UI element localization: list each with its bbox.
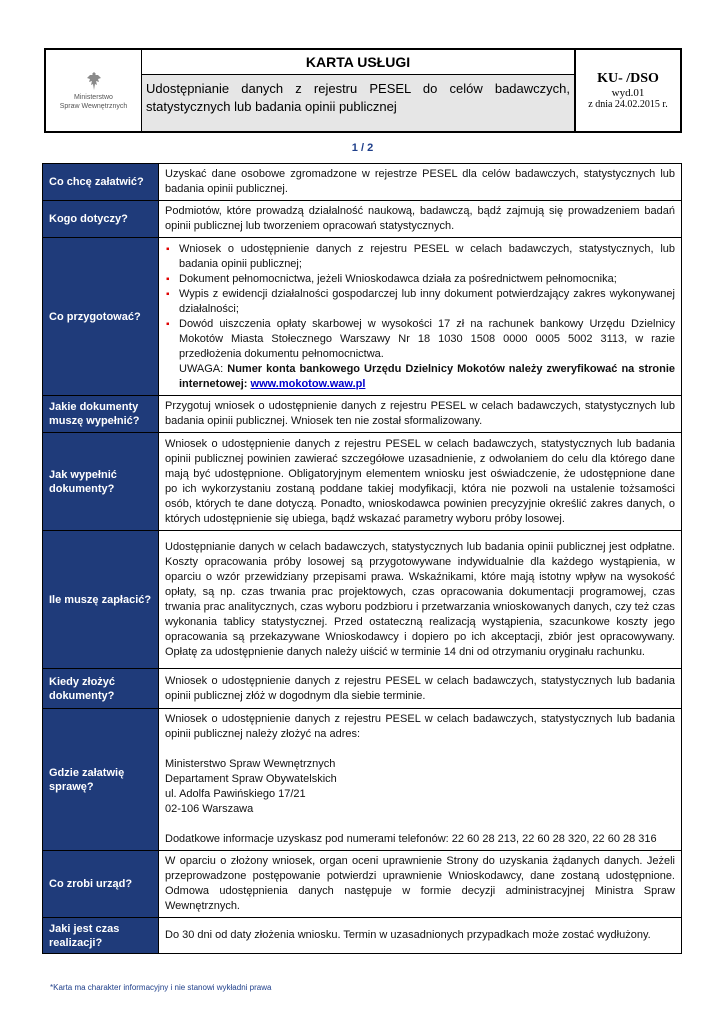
page-number: 1 / 2 xyxy=(351,142,374,154)
table-row xyxy=(43,669,682,709)
table-row xyxy=(43,709,682,851)
edition: wyd.01 xyxy=(611,87,645,99)
table-row xyxy=(43,396,682,433)
list-item: ▪ Dowód uiszczenia opłaty skarbowej w wysokości 17 zł na rachunek bankowy Urzędu Dzielnicy Mokotów Miasta Stołecznego Warszawy Nr 18 1030 1508 0000 0005 5002 3113, w razie przedłożenia dokumentu pełnomocnictwa. xyxy=(165,317,675,362)
list-item: ▪ Wniosek o udostępnienie danych z rejestru PESEL w celach badawczych, statystycznych, lub badania opinii publicznej; xyxy=(165,242,675,272)
table-row xyxy=(43,164,682,201)
eagle-emblem-icon xyxy=(86,71,102,91)
ministry-name-line1: Ministerstwo xyxy=(74,93,113,101)
service-info-table xyxy=(42,163,682,954)
header-box xyxy=(44,48,682,133)
table-row xyxy=(43,531,682,669)
row-label: Ile muszę zapłacić? xyxy=(43,531,159,669)
footnote: *Karta ma charakter informacyjny i nie stanowi wykładni prawa xyxy=(50,983,272,992)
row-label: Jakie dokumenty muszę wypełnić? xyxy=(43,396,159,433)
ministry-name-line2: Spraw Wewnętrznych xyxy=(59,102,128,110)
row-value: Przygotuj wniosek o udostępnienie danych z rejestru PESEL w celach badawczych, statystycznych lub badania opinii publicznej. Wniosek ten nie został sformalizowany. xyxy=(159,396,682,433)
row-label: Kogo dotyczy? xyxy=(43,201,159,238)
note-prefix: UWAGA: xyxy=(179,362,228,375)
issue-date: z dnia 24.02.2015 r. xyxy=(588,99,668,110)
card-code: KU- /DSO xyxy=(597,71,659,86)
row-value: Uzyskać dane osobowe zgromadzone w rejestrze PESEL dla celów badawczych, statystycznych lub badania opinii publicznej. xyxy=(159,164,682,201)
row-value: Wniosek o udostępnienie danych z rejestru PESEL w celach badawczych, statystycznych lub badania opinii publicznej złóż w dogodnym dla siebie terminie. xyxy=(159,669,682,709)
row-label: Jak wypełnić dokumenty? xyxy=(43,433,159,531)
note-text: Numer konta bankowego Urzędu Dzielnicy Mokotów należy zweryfikować na stronie internetowej: xyxy=(179,362,675,390)
row-value: Do 30 dni od daty złożenia wniosku. Termin w uzasadnionych przypadkach może zostać wydłużony. xyxy=(159,918,682,954)
row-value: W oparciu o złożony wniosek, organ oceni uprawnienie Strony do uzyskania żądanych danych. Jeżeli przeprowadzone postępowanie potwierdzi uprawnienie Wnioskodawcy, dane zostaną udostępnione. Odmowa udostępnienia danych następuje w formie decyzji administracyjnej Ministra Spraw Wewnętrznych. xyxy=(159,851,682,918)
header-meta xyxy=(576,50,680,131)
header-middle xyxy=(142,50,576,131)
address-line: Ministerstwo Spraw Wewnętrznych xyxy=(165,758,336,770)
row-label: Jaki jest czas realizacji? xyxy=(43,918,159,954)
table-row xyxy=(43,851,682,918)
address-line: ul. Adolfa Pawińskiego 17/21 xyxy=(165,788,306,800)
contact-phones: Dodatkowe informacje uzyskasz pod numerami telefonów: 22 60 28 213, 22 60 28 320, 22 60 28 316 xyxy=(165,833,657,845)
mokotow-website-link[interactable]: www.mokotow.waw.pl xyxy=(250,377,366,390)
table-row xyxy=(43,433,682,531)
row-value: Udostępnianie danych w celach badawczych, statystycznych lub badania opinii publicznej jest odpłatne. Koszty opracowania próby losowej są przygotowywane indywidualnie dla każdego wystąpienia, w oparciu o wzór przewidziany przepisami prawa. Wskaźnikami, które mają istotny wpływ na wysokość opłaty, są np. czas trwania prac projektowych, czas opracowania dokumentacji programowej, czas trwania prac analitycznych, czas wyboru podzbioru i przetwarzania wnioskowanych danych, czy też czas wykonania tablicy statystycznej. Przed ostateczną realizacją wystąpienia, szacunkowe koszty jego opracowania są przekazywane Wnioskodawcy i dopiero po ich akceptacji, zbiór jest opracowywany. Opłatę za udostępnienie danych należy uiścić w terminie 14 dni od otrzymaniu oryginału rachunku. xyxy=(159,531,682,669)
card-title: KARTA USŁUGI xyxy=(142,50,574,75)
address-line: Departament Spraw Obywatelskich xyxy=(165,773,337,785)
row-value xyxy=(159,238,682,396)
table-row xyxy=(43,201,682,238)
ministry-logo xyxy=(46,50,142,131)
row-value: Podmiotów, które prowadzą działalność naukową, badawczą, bądź zajmują się prowadzeniem badań opinii publicznej lub tworzeniem opracowań statystycznych. xyxy=(159,201,682,238)
service-name: Udostępnianie danych z rejestru PESEL do celów badawczych, statystycznych lub badania opinii publicznej xyxy=(142,75,574,131)
address-line: 02-106 Warszawa xyxy=(165,803,254,815)
submission-intro: Wniosek o udostępnienie danych z rejestru PESEL w celach badawczych, statystycznych lub badania opinii publicznej należy złożyć na adres: xyxy=(165,713,675,740)
row-value xyxy=(159,709,682,851)
row-label: Kiedy złożyć dokumenty? xyxy=(43,669,159,709)
row-label: Gdzie załatwię sprawę? xyxy=(43,709,159,851)
list-item: ▪ Dokument pełnomocnictwa, jeżeli Wnioskodawca działa za pośrednictwem pełnomocnika; xyxy=(165,272,675,287)
row-label: Co przygotować? xyxy=(43,238,159,396)
row-value: Wniosek o udostępnienie danych z rejestru PESEL w celach badawczych, statystycznych lub badania opinii publicznej powinien zawierać szczegółowe uzasadnienie, z odwołaniem do celu dla którego dane mają być udostępnione. Obligatoryjnym elementem wniosku jest oświadczenie, że udostępnione dane po ich wykorzystaniu zostaną poddane takiej modyfikacji, która nie pozwoli na ustalenie tożsamości osób, których te dane dotyczą. Ponadto, wnioskodawca powinien precyzyjnie określić zakres danych, o których udostępnienie się ubiega, bądź wskazać parametry wyboru próby losowej. xyxy=(159,433,682,531)
table-row xyxy=(43,238,682,396)
ministry-name xyxy=(60,93,128,111)
row-label: Co zrobi urząd? xyxy=(43,851,159,918)
row-label: Co chcę załatwić? xyxy=(43,164,159,201)
warning-note xyxy=(165,362,675,392)
required-documents-list xyxy=(165,242,675,362)
list-item: ▪ Wypis z ewidencji działalności gospodarczej lub inny dokument potwierdzający zakres wykonywanej działalności; xyxy=(165,287,675,317)
table-row xyxy=(43,918,682,954)
